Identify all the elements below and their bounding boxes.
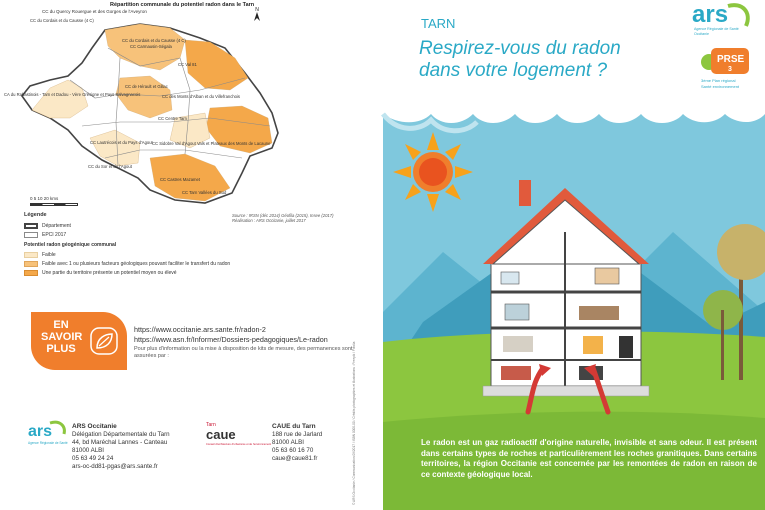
territory-label: CC Tarn Vallées du Sud <box>182 190 227 195</box>
clouds <box>383 92 765 123</box>
caue-logo <box>205 420 272 450</box>
en-savoir-plus-label: EN SAVOIR PLUS <box>41 319 83 355</box>
ars-email[interactable]: ars-oc-dd81-pgas@ars.sante.fr <box>72 463 158 470</box>
scale-label: 0 5 10 20 kms <box>30 196 59 201</box>
territory-label: CC de Hérault et Gillac <box>125 84 168 89</box>
ars-logo-cover <box>688 0 756 38</box>
svg-text:Conseil d'architecture d'urban: Conseil d'architecture d'urbanisme et de l'environnement <box>206 443 272 446</box>
north-label: N <box>255 7 259 13</box>
leaf-icon <box>89 326 119 356</box>
svg-text:3ème Plan régional: 3ème Plan régional <box>701 78 736 83</box>
svg-text:Tarn: Tarn <box>206 422 216 428</box>
headline-line: dans votre logement ? <box>419 60 608 81</box>
legend-class: Faible <box>24 250 284 259</box>
territory-label: CC du Cordais et du Causse (4 C) <box>122 38 186 43</box>
en-savoir-plus-badge <box>31 312 127 370</box>
svg-text:Agence Régionale de Santé: Agence Régionale de Santé <box>694 27 739 31</box>
legend-class: Une partie du territoire présente un potentiel moyen ou élevé <box>24 268 284 277</box>
map-subtitle: CC du Quercy Rouergue et des Gorges de l'Aveyron <box>42 9 147 14</box>
caue-line: 188 rue de Jarlard <box>272 431 323 438</box>
caue-line: 81000 ALBI <box>272 439 304 446</box>
info-note: Pour plus d'information ou la mise à disposition de kits de mesure, des permanences sont assurées par : <box>134 346 353 359</box>
caue-phone: 05 63 60 16 70 <box>272 447 314 454</box>
caue-contact <box>272 423 322 463</box>
territory-label: CC des Monts d'Alban et du Villefranchois <box>162 94 241 99</box>
ars-phone: 05 63 49 24 24 <box>72 455 114 462</box>
legend-title: Légende <box>24 212 47 218</box>
link-ars[interactable]: https://www.occitanie.ars.sante.fr/radon-2 <box>134 325 266 334</box>
map-source: Source : IRSN (déc 2014) Géoﬁla (2015), Insee (2017) Réalisation : ARS Occitanie, juillet 2017 <box>232 213 334 224</box>
svg-text:Agence Régionale de Santé: Agence Régionale de Santé <box>28 441 68 445</box>
ars-logo <box>28 420 70 448</box>
ars-contact <box>72 423 170 471</box>
link-asn[interactable]: https://www.asn.fr/Informer/Dossiers-pedagogiques/Le-radon <box>134 335 328 344</box>
territory-label: CC Carmausin-Ségala <box>130 44 172 49</box>
territory-label: CC du Sor et de l'Agout <box>88 164 132 169</box>
scale-bar <box>30 203 78 206</box>
headline-line: Respirez-vous du radon <box>419 38 621 59</box>
cover-headline <box>419 38 621 82</box>
svg-text:Occitanie: Occitanie <box>694 32 709 36</box>
svg-text:ars: ars <box>692 1 729 28</box>
svg-text:caue: caue <box>206 427 236 442</box>
caue-name: CAUE du Tarn <box>272 423 316 430</box>
legal-note: © ARS Occitanie / Communication 09/2017 / ISBN 0000-00 / Crédits photographies et illustrations : Freepik / Fotolia <box>352 341 356 505</box>
svg-text:Santé environnement: Santé environnement <box>701 84 740 89</box>
territory-label: CC Centre Tarn <box>158 116 188 121</box>
svg-text:PRSE: PRSE <box>717 54 745 65</box>
svg-text:3: 3 <box>728 66 732 73</box>
ars-line: 81000 ALBI <box>72 447 104 454</box>
svg-text:ars: ars <box>28 423 53 440</box>
cover-page <box>383 0 765 510</box>
territory-label: CC Castres Mazamet <box>160 177 201 182</box>
territory-label: CC Lautrécois et du Pays d'Agout <box>90 140 153 145</box>
territory-label: CC du Cordais et du Causse (4 C) <box>30 18 94 23</box>
links-block <box>134 325 364 360</box>
map-title: Répartition communale du potentiel radon dans le Tarn <box>110 2 255 8</box>
legend-class: Faible avec 1 ou plusieurs facteurs géologiques pouvant faciliter le transfert du radon <box>24 259 284 268</box>
department-label: TARN <box>421 16 456 31</box>
legend-item: Département <box>24 221 284 230</box>
legend-item: EPCI 2017 <box>24 230 284 239</box>
legend-subtitle: Potentiel radon géogénique communal <box>24 242 117 248</box>
sun-icon <box>393 132 473 212</box>
ars-name: ARS Occitanie <box>72 423 117 430</box>
ars-line: Délégation Départementale du Tarn <box>72 431 170 438</box>
ars-line: 44, bd Maréchal Lannes - Canteau <box>72 439 168 446</box>
territory-label: CC Val 81 <box>178 62 197 67</box>
prse3-logo <box>691 44 757 94</box>
territory-label: CC Sidobre Val d'Agout Vals et Plateaux des Monts de Lacaune <box>152 141 271 146</box>
radon-map <box>4 18 280 208</box>
territory-label: CA du Rabastinois - Tarn et Dadou - Vère Grésigne et Pays Salvagnacois <box>4 92 141 97</box>
caue-email[interactable]: caue@caue81.fr <box>272 455 318 462</box>
cover-body-text: Le radon est un gaz radioactif d'origine naturelle, invisible et sans odeur. Il est présent dans certains types de roches et particulièrement les roches granitiques. Dans certains territoires, la région Occitanie est concernée par les remontées de radon en raison de ce contexte géologique local. <box>421 438 757 479</box>
map-legend <box>24 212 284 277</box>
